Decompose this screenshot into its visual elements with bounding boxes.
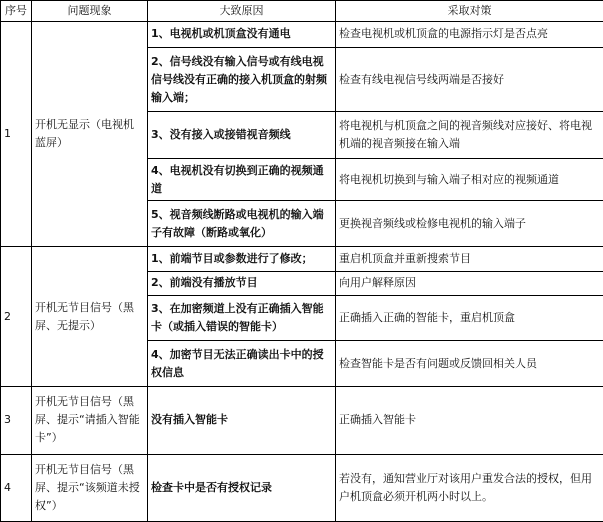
row-cause: 1、电视机或机顶盒没有通电: [148, 22, 336, 48]
row-action: 将电视机与机顶盒之间的视音频线对应接好、将电视机端的视音频接在输入端: [336, 112, 603, 159]
row-symptom: 开机无节目信号（黑屏、提示“该频道未授权”）: [32, 454, 148, 522]
row-index: 4: [1, 454, 32, 522]
row-cause: 5、视音频线断路或电视机的输入端子有故障（断路或氧化）: [148, 201, 336, 247]
row-cause: 检查卡中是否有授权记录: [148, 454, 336, 522]
row-cause: 没有插入智能卡: [148, 387, 336, 454]
row-cause: 3、没有接入或接错视音频线: [148, 112, 336, 159]
header-cause: 大致原因: [148, 1, 336, 22]
row-index: 2: [1, 247, 32, 387]
row-action: 向用户解释原因: [336, 271, 603, 295]
header-index: 序号: [1, 1, 32, 22]
row-action: 检查智能卡是否有问题或反馈回相关人员: [336, 341, 603, 387]
row-cause: 3、在加密频道上没有正确插入智能卡（或插入错误的智能卡）: [148, 295, 336, 341]
row-action: 检查电视机或机顶盒的电源指示灯是否点亮: [336, 22, 603, 48]
row-action: 检查有线电视信号线两端是否接好: [336, 47, 603, 111]
row-action: 将电视机切换到与输入端子相对应的视频通道: [336, 158, 603, 201]
row-index: 3: [1, 387, 32, 454]
row-symptom: 开机无节目信号（黑屏、无提示）: [32, 247, 148, 387]
row-symptom: 开机无节目信号（黑屏、提示“请插入智能卡”）: [32, 387, 148, 454]
row-cause: 2、前端没有播放节目: [148, 271, 336, 295]
row-symptom: 开机无显示（电视机蓝屏）: [32, 22, 148, 247]
row-action: 重启机顶盒并重新搜索节目: [336, 247, 603, 272]
row-action: 正确插入智能卡: [336, 387, 603, 454]
row-cause: 4、电视机没有切换到正确的视频通道: [148, 158, 336, 201]
table-header-row: [1, 1, 603, 22]
row-cause: 4、加密节目无法正确读出卡中的授权信息: [148, 341, 336, 387]
table-row: [1, 22, 603, 48]
row-action: 正确插入正确的智能卡，重启机顶盒: [336, 295, 603, 341]
table-row: [1, 247, 603, 272]
table-row: [1, 387, 603, 454]
header-symptom: 问题现象: [32, 1, 148, 22]
row-action: 更换视音频线或检修电视机的输入端子: [336, 201, 603, 247]
row-cause: 1、前端节目或参数进行了修改；: [148, 247, 336, 272]
row-cause: 2、信号线没有输入信号或有线电视信号线没有正确的接入机顶盒的射频输入端；: [148, 47, 336, 111]
table-row: [1, 454, 603, 522]
header-action: 采取对策: [336, 1, 603, 22]
row-action: 若没有，通知营业厅对该用户重发合法的授权，但用户机顶盒必须开机两小时以上。: [336, 454, 603, 522]
row-index: 1: [1, 22, 32, 247]
